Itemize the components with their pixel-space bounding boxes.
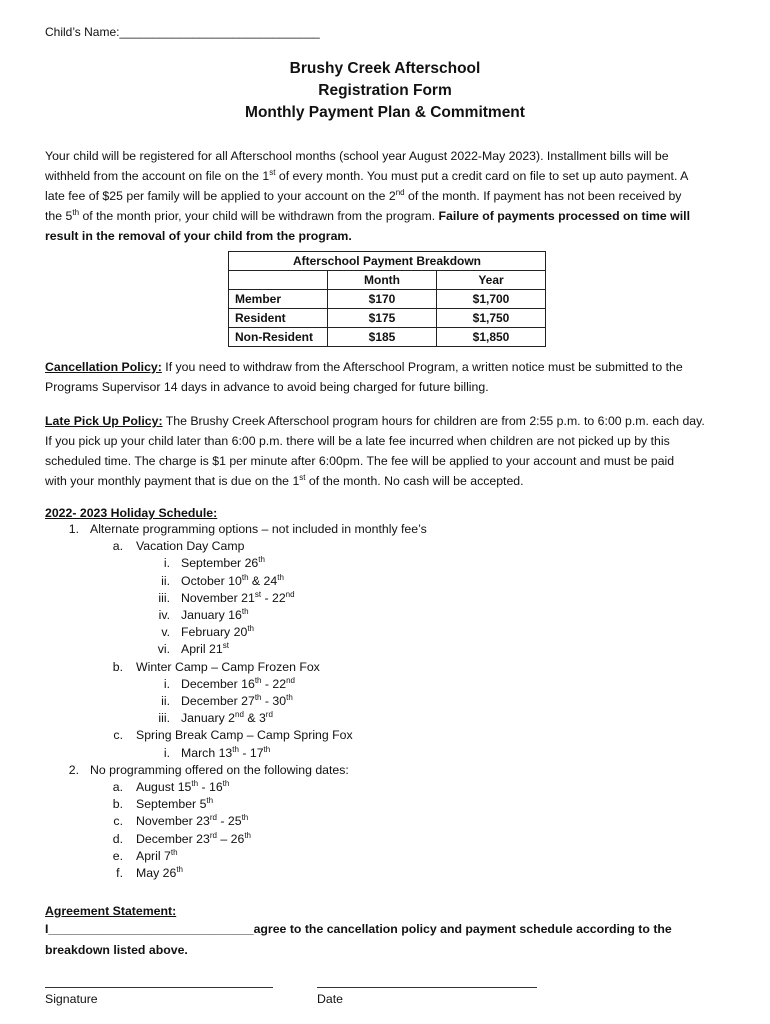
list-marker: i. [163,745,170,760]
col-year-header: Year [437,271,546,290]
intro-line: Your child will be registered for all Afterschool months (school year August 2022-May 2023). Installment bills will be [45,149,669,163]
list-text: April 21st [181,641,229,657]
agreement-heading: Agreement Statement: [45,904,177,918]
list-marker: iii. [158,590,170,605]
table-caption-row [229,252,546,271]
latepickup-line: scheduled time. The charge is $1 per minute after 6:00pm. The fee will be applied to your account and must be paid [45,454,675,468]
list-marker: 1. [68,522,79,536]
holiday-item [45,521,427,538]
holiday-date-item [130,744,271,762]
intro-line: withheld from the account on file on the 1st of every month. You must put a credit card on file to set up auto payment. A [45,167,689,183]
signature-line[interactable] [45,987,273,988]
date-line[interactable] [317,987,537,988]
agreement-statement-cont: breakdown listed above. [45,943,188,957]
list-marker: i. [163,556,170,571]
row-month: $175 [328,309,437,328]
holiday-item [45,762,349,779]
list-text: Winter Camp – Camp Frozen Fox [136,659,320,674]
holiday-date-item [90,864,183,882]
row-label: Non-Resident [229,328,328,347]
list-text: September 5th [136,796,214,812]
holiday-date-item [130,555,265,572]
list-marker: b. [112,659,123,674]
list-text: Vacation Day Camp [136,539,245,554]
holiday-subitem [90,659,320,676]
table-header-blank [229,271,328,290]
list-marker: c. [113,814,123,829]
cancellation-policy [45,357,727,397]
list-marker: ii. [161,694,170,708]
holiday-date-item [130,606,249,624]
signature-label: Signature [45,992,98,1006]
list-marker: a. [112,780,123,794]
list-text: August 15th - 16th [136,778,230,794]
holiday-date-item [130,624,254,641]
agreement-statement: I______________________________agree to the cancellation policy and payment schedule according to the [45,922,672,936]
list-text: March 13th - 17th [181,744,271,760]
list-text: November 23rd - 25th [136,813,249,829]
holiday-date-item [90,813,249,830]
list-marker: b. [112,797,123,812]
list-text: December 23rd – 26th [136,830,251,846]
table-header-row [229,271,546,290]
holiday-date-item [130,692,293,710]
row-year: $1,850 [437,328,546,347]
row-month: $185 [328,328,437,347]
list-text: Alternate programming options – not included in monthly fee’s [90,522,427,536]
latepickup-line: If you pick up your child later than 6:00 p.m. there will be a late fee incurred when children are not picked up by this [45,434,670,448]
list-marker: iv. [158,608,170,622]
holiday-date-item [90,830,251,848]
intro-line: late fee of $25 per family will be applied to your account on the 2nd of the month. If payment has not been received by [45,187,682,203]
holiday-date-item [130,589,295,607]
list-marker: vi. [157,642,170,657]
list-text: September 26th [181,555,265,571]
list-text: October 10th & 24th [181,572,284,588]
cancellation-line: Programs Supervisor 14 days in advance to avoid being charged for future billing. [45,380,489,394]
list-marker: ii. [161,573,170,588]
title-plan: Monthly Payment Plan & Commitment [245,104,525,121]
list-text: February 20th [181,624,254,640]
holiday-date-item [90,796,214,813]
holiday-date-item [130,710,273,727]
holiday-date-item [90,847,178,865]
row-label: Member [229,290,328,309]
list-marker: v. [161,625,170,640]
list-marker: c. [113,728,123,743]
list-text: December 16th - 22nd [181,675,296,691]
list-marker: 2. [68,762,79,777]
list-marker: d. [112,831,123,846]
list-marker: a. [112,539,123,554]
list-text: November 21st - 22nd [181,589,295,605]
title-form: Registration Form [318,82,452,99]
latepickup-line: Late Pick Up Policy: The Brushy Creek Afterschool program hours for children are from 2:55 p.m. to 6:00 p.m. each day. [45,414,705,428]
holiday-subitem [90,538,245,555]
row-year: $1,750 [437,309,546,328]
list-text: No programming offered on the following dates: [90,762,349,777]
list-text: Spring Break Camp – Camp Spring Fox [136,728,353,743]
holiday-subitem [90,727,353,744]
payment-breakdown-table [228,251,546,347]
latepickup-line: with your monthly payment that is due on the 1st of the month. No cash will be accepted. [45,472,524,488]
intro-line: the 5th of the month prior, your child will be withdrawn from the program. Failure of payments processed on time will [45,207,690,223]
list-marker: i. [163,676,170,691]
intro-line-bold: result in the removal of your child from the program. [45,229,352,243]
list-text: April 7th [136,847,178,863]
cancellation-line: Cancellation Policy: If you need to withdraw from the Afterschool Program, a written notice must be submitted to the [45,360,683,374]
list-text: December 27th - 30th [181,692,293,708]
list-marker: f. [116,866,123,880]
holiday-date-item [130,641,229,658]
intro-paragraph [45,146,727,246]
child-name-line: Child’s Name:______________________________ [45,25,320,39]
holiday-heading: 2022- 2023 Holiday Schedule: [45,506,218,520]
holiday-date-item [130,572,284,590]
holiday-date-item [90,778,230,796]
list-text: May 26th [136,864,183,880]
table-row [229,328,546,347]
late-pickup-policy [45,411,727,491]
cancellation-heading: Cancellation Policy: [45,360,162,374]
holiday-date-item [130,675,296,693]
list-marker: e. [112,848,123,863]
title-org: Brushy Creek Afterschool [289,60,481,77]
latepickup-heading: Late Pick Up Policy: [45,414,163,428]
date-label: Date [317,992,343,1006]
row-month: $170 [328,290,437,309]
table-caption: Afterschool Payment Breakdown [229,252,546,271]
table-row [229,309,546,328]
list-text: January 16th [181,606,249,622]
row-label: Resident [229,309,328,328]
list-marker: iii. [158,711,170,726]
row-year: $1,700 [437,290,546,309]
col-month-header: Month [328,271,437,290]
table-row [229,290,546,309]
list-text: January 2nd & 3rd [181,710,273,726]
